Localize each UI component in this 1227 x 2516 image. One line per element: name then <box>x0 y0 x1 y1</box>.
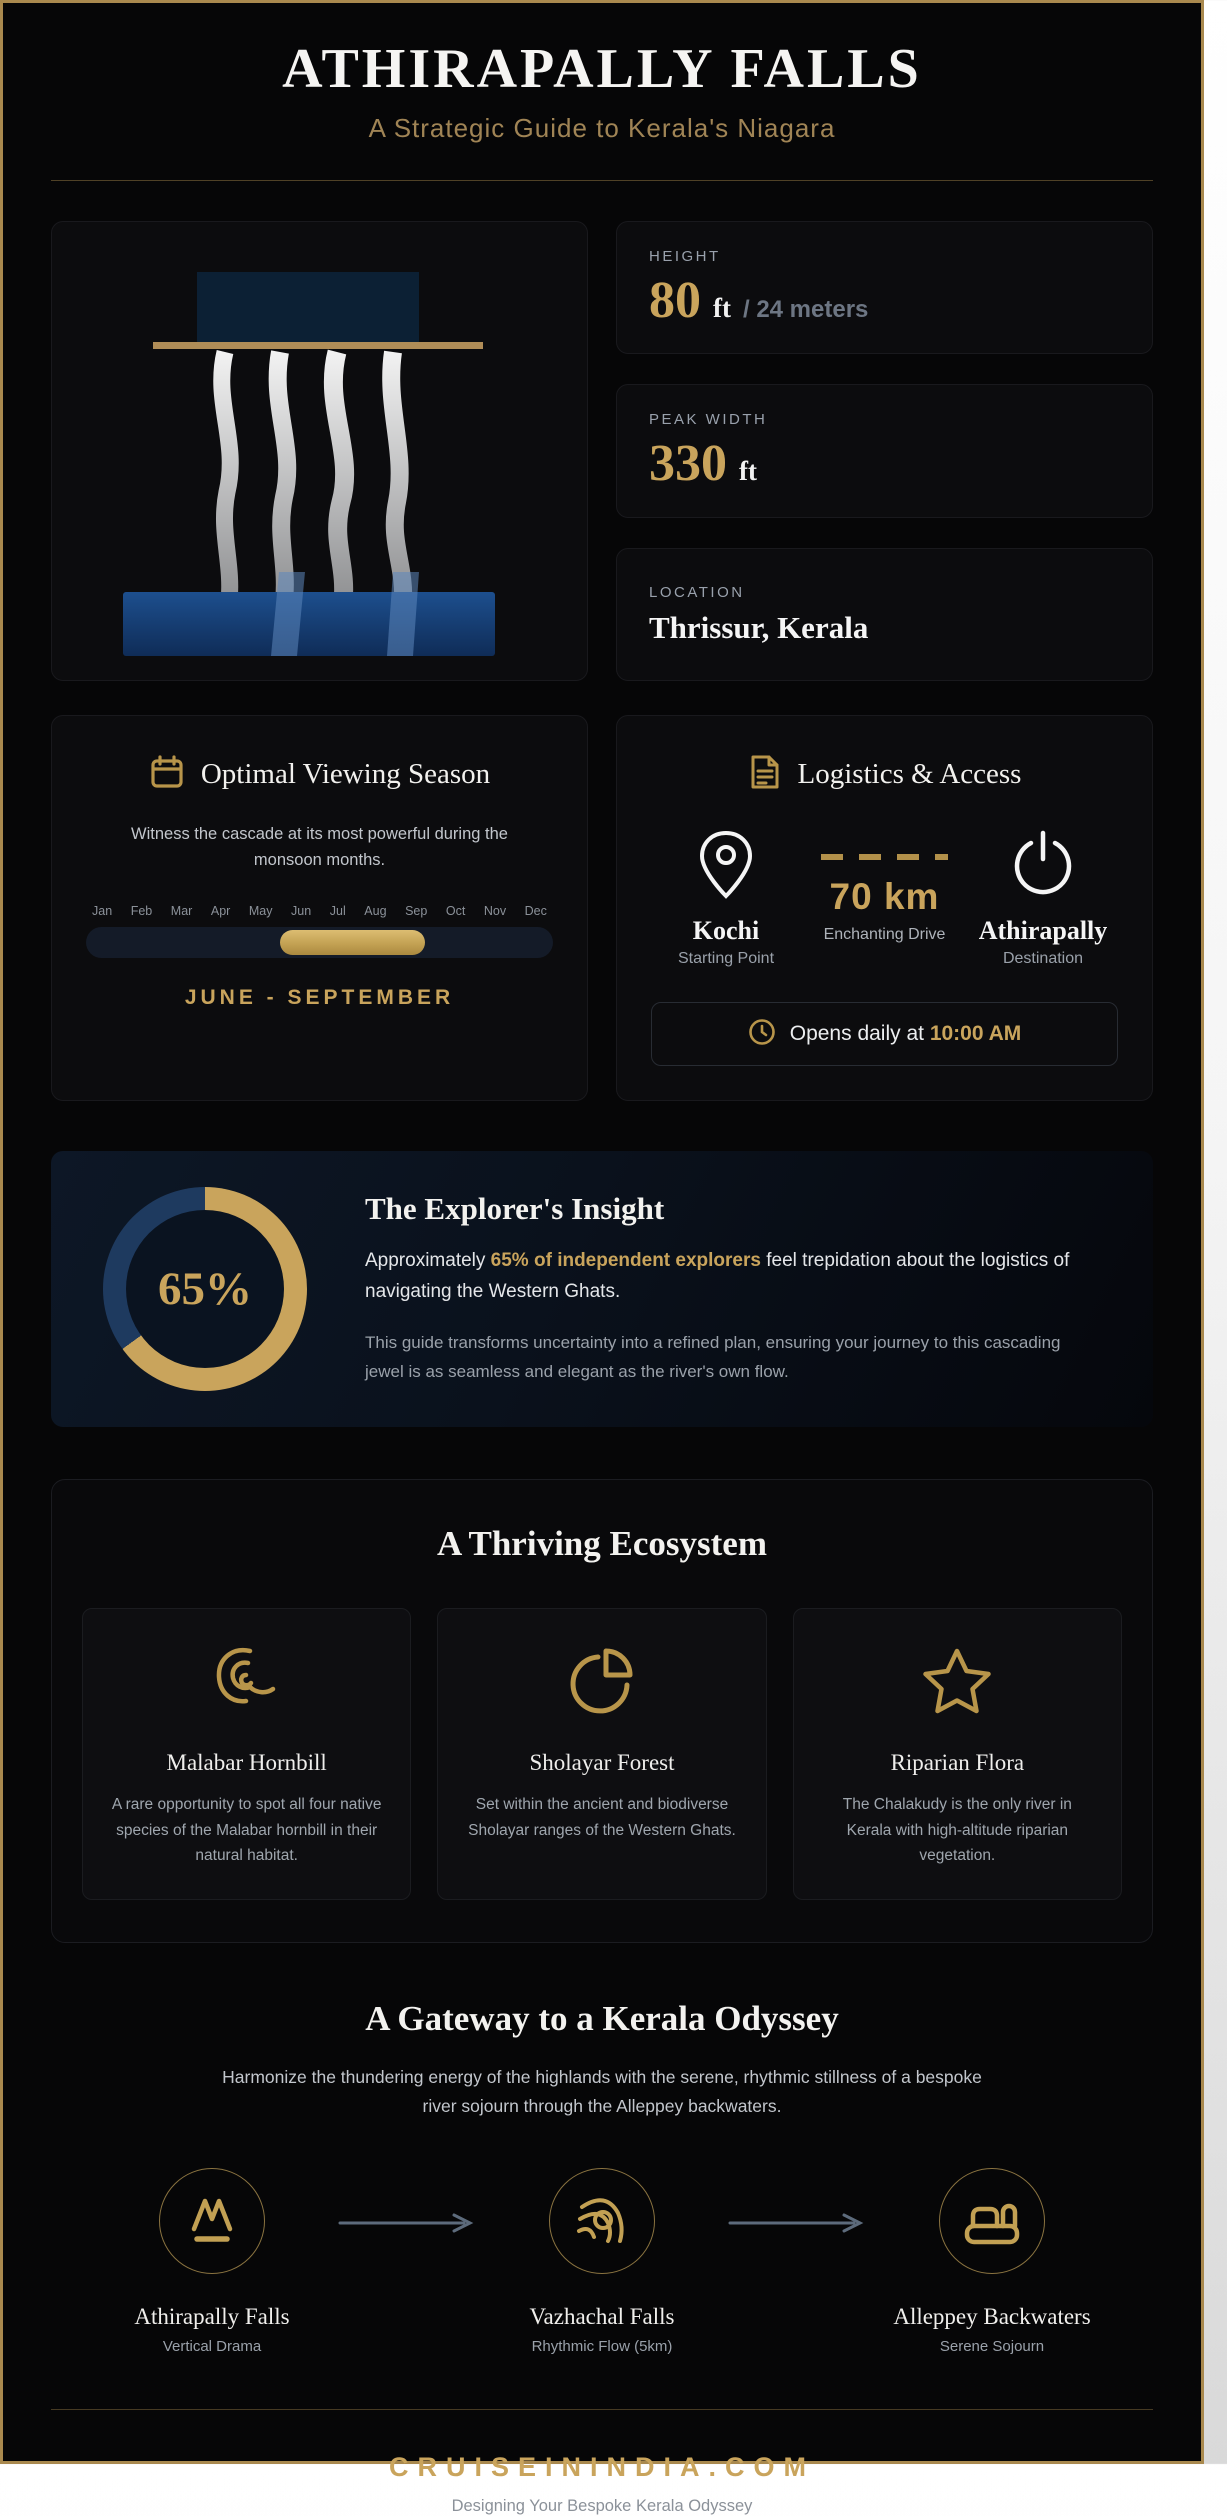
opens-prefix: Opens daily at <box>789 1022 930 1045</box>
mountain-falls-icon <box>180 2187 244 2256</box>
journey-step-alleppey <box>872 2168 1112 2355</box>
eco-card-forest <box>437 1608 766 1900</box>
route-distance <box>801 854 968 944</box>
insight-highlight: 65% of independent explorers <box>490 1249 761 1271</box>
journey-step-athirapally <box>92 2168 332 2355</box>
step-circle <box>939 2168 1045 2274</box>
stat-label: LOCATION <box>649 583 745 601</box>
ecosystem-title: A Thriving Ecosystem <box>437 1524 767 1563</box>
route-row <box>651 829 1118 968</box>
season-card <box>51 715 588 1101</box>
insight-title: The Explorer's Insight <box>365 1190 665 1226</box>
insight-p1-prefix: Approximately <box>365 1249 491 1271</box>
route-start <box>651 829 801 968</box>
insight-p1-suffix: feel trepidation about the logistics of navigating the Western Ghats. <box>365 1249 1070 1303</box>
journey-description: Harmonize the thundering energy of the highlands with the serene, rhythmic stillness of a bespoke river sojourn through the Alleppey backwaters. <box>222 2066 982 2116</box>
month-label: Jun <box>291 903 312 918</box>
river-top <box>197 272 419 344</box>
waterfall-illustration <box>75 234 565 669</box>
season-title: Optimal Viewing Season <box>200 758 491 790</box>
key-facts-section <box>51 221 1153 681</box>
insight-section <box>51 1151 1153 1427</box>
route-destination-name: Athirapally <box>978 916 1108 945</box>
step-circle <box>549 2168 655 2274</box>
insight-paragraph-2: This guide transforms uncertainty into a refined plan, ensuring your journey to this cascading jewel is as seamless and elegant as the river's own flow. <box>365 1333 1061 1382</box>
opens-time: 10:00 AM <box>929 1022 1022 1045</box>
arrow-right-icon <box>332 2210 482 2241</box>
month-label: Mar <box>170 903 193 918</box>
donut-chart <box>103 1187 307 1391</box>
cliff-edge <box>153 342 483 349</box>
stat-card-peak-width <box>616 384 1153 517</box>
brand-tagline: Designing Your Bespoke Kerala Odyssey <box>451 2497 753 2516</box>
month-label: Jul <box>329 903 346 918</box>
page-title: ATHIRAPALLY FALLS <box>282 38 922 100</box>
donut-percent-label: 65% <box>158 1263 252 1315</box>
season-highlight-pill <box>280 930 425 955</box>
journey-step-vazhachal <box>482 2168 722 2355</box>
route-start-role: Starting Point <box>677 950 775 967</box>
eco-card-hornbill <box>82 1608 411 1900</box>
month-label: Sep <box>405 903 428 918</box>
map-pin-icon <box>695 888 757 905</box>
month-label: May <box>248 903 273 918</box>
document-icon <box>748 754 782 795</box>
plunge-pool <box>123 592 495 656</box>
journey-section <box>51 1999 1153 2356</box>
power-icon <box>1011 888 1075 905</box>
calendar-icon <box>149 754 185 795</box>
month-label: Jan <box>92 903 113 918</box>
stat-label: PEAK WIDTH <box>649 411 768 429</box>
eco-card-desc: Set within the ancient and biodiverse Sholayar ranges of the Western Ghats. <box>468 1796 736 1839</box>
stat-unit: ft <box>739 456 757 487</box>
pie-chart-icon <box>565 1645 639 1719</box>
logistics-card <box>616 715 1153 1101</box>
page-subtitle: A Strategic Guide to Kerala's Niagara <box>368 113 836 143</box>
footer <box>51 2409 1153 2516</box>
stat-label: HEIGHT <box>649 248 721 266</box>
journey-title: A Gateway to a Kerala Odyssey <box>365 1998 839 2038</box>
month-label: Oct <box>445 903 466 918</box>
flow-swirl-icon <box>570 2187 634 2256</box>
eco-card-flora <box>793 1608 1122 1900</box>
eco-card-name: Malabar Hornbill <box>166 1750 327 1775</box>
insight-text-block <box>365 1191 1101 1387</box>
eco-card-desc: A rare opportunity to spot all four native species of the Malabar hornbill in their natural habitat. <box>111 1796 382 1865</box>
stat-card-location <box>616 548 1153 681</box>
dashed-route-line <box>821 854 948 860</box>
journey-steps <box>51 2168 1153 2355</box>
header-divider <box>51 180 1153 181</box>
step-subtitle: Rhythmic Flow (5km) <box>531 2338 673 2356</box>
ecosystem-section <box>51 1479 1153 1943</box>
eco-card-name: Riparian Flora <box>890 1750 1025 1775</box>
opening-hours-box <box>651 1002 1118 1066</box>
route-destination-role: Destination <box>1002 950 1084 967</box>
step-name: Athirapally Falls <box>134 2304 290 2330</box>
brand-name: CRUISEININDIA.COM <box>388 2452 815 2483</box>
month-label: Aug <box>364 903 387 918</box>
planning-section <box>51 715 1153 1101</box>
month-labels <box>86 904 553 918</box>
logistics-title: Logistics & Access <box>797 758 1022 790</box>
distance-value: 70 km <box>829 875 940 917</box>
clock-icon <box>748 1018 776 1051</box>
season-description: Witness the cascade at its most powerful during the monsoon months. <box>131 825 508 870</box>
hornbill-icon <box>208 1645 286 1719</box>
month-label: Feb <box>130 903 153 918</box>
houseboat-icon <box>959 2188 1025 2255</box>
eco-card-desc: The Chalakudy is the only river in Kerala with high-altitude riparian vegetation. <box>842 1796 1072 1865</box>
month-label: Apr <box>210 903 231 918</box>
stat-unit: ft <box>713 293 731 324</box>
season-range-label: JUNE - SEPTEMBER <box>184 985 455 1009</box>
season-track <box>86 927 553 958</box>
eco-card-name: Sholayar Forest <box>529 1750 675 1775</box>
stat-location-value: Thrissur, Kerala <box>649 609 869 645</box>
route-start-name: Kochi <box>692 916 760 945</box>
stat-card-height <box>616 221 1153 354</box>
opening-hours-text <box>790 1022 1022 1046</box>
step-subtitle: Serene Sojourn <box>939 2338 1045 2356</box>
step-subtitle: Vertical Drama <box>162 2338 262 2356</box>
route-destination <box>968 829 1118 968</box>
stat-value: 80 <box>649 272 701 330</box>
month-label: Nov <box>483 903 507 918</box>
insight-paragraph-1 <box>365 1245 1101 1308</box>
arrow-right-icon <box>722 2210 872 2241</box>
distance-label: Enchanting Drive <box>823 925 946 943</box>
stats-column <box>616 221 1153 681</box>
waterfall-illustration-card <box>51 221 588 681</box>
month-label: Dec <box>524 903 547 918</box>
step-name: Alleppey Backwaters <box>893 2304 1091 2330</box>
stat-alt-value: / 24 meters <box>742 296 869 324</box>
star-icon <box>918 1645 996 1719</box>
stat-value: 330 <box>649 435 727 493</box>
step-name: Vazhachal Falls <box>529 2304 675 2330</box>
header <box>51 3 1153 181</box>
step-circle <box>159 2168 265 2274</box>
